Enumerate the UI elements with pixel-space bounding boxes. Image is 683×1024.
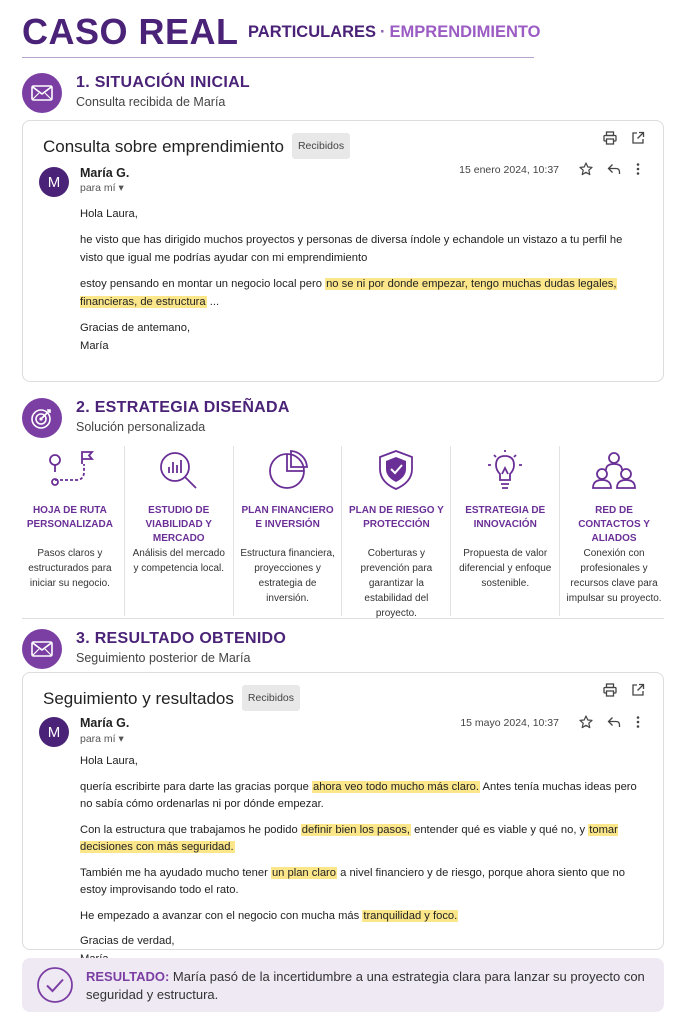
email-body — [80, 205, 643, 363]
highlighted-text: no se ni por donde empezar, tengo muchas dudas legales, financieras, de estructura — [80, 278, 617, 308]
email-text: quería escribirte para darte las gracias porque — [80, 780, 312, 793]
route-icon — [20, 446, 120, 494]
email-toolbar — [603, 683, 645, 702]
caret-down-icon: ▾ — [118, 182, 124, 194]
check-circle-icon — [36, 966, 74, 1004]
email-closing: Gracias de antemano, — [80, 322, 191, 334]
sender-name: María G. — [80, 716, 130, 730]
print-icon[interactable] — [603, 683, 617, 702]
inbox-badge[interactable]: Recibidos — [292, 133, 350, 159]
feature-title: PLAN DE RIESGO Y PROTECCIÓN — [348, 505, 444, 530]
email-paragraph — [80, 865, 643, 900]
avatar: M — [39, 717, 69, 747]
section-divider — [22, 618, 664, 619]
result-text — [86, 968, 664, 1004]
highlighted-text: tranquilidad y foco. — [363, 909, 458, 922]
result-label: RESULTADO: — [86, 969, 170, 984]
shield-icon — [346, 446, 446, 494]
email-paragraph — [80, 822, 643, 857]
email-greeting: Hola Laura, — [80, 208, 138, 220]
highlighted-text: ahora veo todo mucho más claro. — [312, 780, 480, 793]
email-subject — [43, 133, 350, 159]
category-particulares: PARTICULARES — [248, 23, 377, 41]
email-text: ... — [206, 296, 220, 308]
email-text: a nivel financiero y de riesgo, porque ahora siento que no estoy improvisando todo el rato. — [80, 866, 625, 896]
page-subtitle — [248, 20, 541, 44]
open-in-new-icon[interactable] — [631, 683, 645, 702]
feature-title: ESTUDIO DE VIABILIDAD Y MERCADO — [145, 505, 212, 544]
email-signature: María — [80, 340, 109, 352]
feature-title: PLAN FINANCIERO E INVERSIÓN — [241, 505, 334, 530]
strategy-features — [16, 446, 668, 619]
recipient-dropdown[interactable] — [80, 182, 124, 194]
email-subject-text: Seguimiento y resultados — [43, 689, 234, 708]
email-date: 15 enero 2024, 10:37 — [459, 164, 559, 176]
lightbulb-icon — [455, 446, 555, 494]
recipient-dropdown[interactable] — [80, 733, 124, 745]
feature-description: Conexión con profesionales y recursos clave para impulsar su proyecto. — [566, 548, 662, 604]
more-vert-icon[interactable] — [635, 162, 641, 181]
result-banner — [22, 958, 664, 1012]
recipient-label: para mí — [80, 733, 116, 745]
email-date: 15 mayo 2024, 10:37 — [460, 717, 559, 729]
feature-item — [124, 446, 233, 616]
star-icon[interactable] — [579, 162, 593, 181]
email-card-seguimiento — [22, 672, 664, 950]
more-vert-icon[interactable] — [635, 715, 641, 734]
feature-description: Coberturas y prevención para garantizar la estabilidad del proyecto. — [360, 548, 433, 619]
email-paragraph — [80, 275, 643, 311]
email-text: He empezado a avanzar con el negocio con mucha más — [80, 909, 363, 922]
email-text: También me ha ayudado mucho tener — [80, 866, 271, 879]
section-subtitle-estrategia: Solución personalizada — [76, 420, 206, 434]
page-title: CASO REAL — [22, 11, 239, 52]
print-icon[interactable] — [603, 131, 617, 150]
feature-description: Estructura financiera, proyecciones y estrategia de inversión. — [240, 548, 335, 604]
page-header — [22, 11, 541, 58]
star-icon[interactable] — [579, 715, 593, 734]
email-paragraph — [80, 779, 643, 814]
email-body — [80, 753, 643, 976]
email-toolbar — [603, 131, 645, 150]
section-subtitle-resultado: Seguimiento posterior de María — [76, 651, 251, 665]
email-text: estoy pensando en montar un negocio local pero — [80, 278, 326, 290]
email-closing: Gracias de verdad, — [80, 935, 175, 947]
email-actions — [579, 715, 641, 734]
category-emprendimiento: EMPRENDIMIENTO — [389, 23, 541, 41]
target-icon — [22, 398, 62, 438]
feature-item — [16, 446, 124, 616]
email-subject-text: Consulta sobre emprendimiento — [43, 137, 284, 156]
feature-title: HOJA DE RUTA PERSONALIZADA — [26, 505, 113, 530]
email-text: entender qué es viable y qué no, y — [411, 823, 589, 836]
feature-description: Pasos claros y estructurados para iniciar su negocio. — [28, 548, 112, 589]
email-actions — [579, 162, 641, 181]
feature-description: Análisis del mercado y competencia local. — [132, 548, 225, 574]
section-title-situacion: 1. SITUACIÓN INICIAL — [76, 74, 251, 91]
feature-title: ESTRATEGIA DE INNOVACIÓN — [465, 505, 546, 530]
email-subject — [43, 685, 300, 711]
email-paragraph — [80, 908, 643, 926]
section-title-estrategia: 2. ESTRATEGIA DISEÑADA — [76, 399, 290, 416]
highlighted-text: definir bien los pasos, — [301, 823, 410, 836]
inbox-badge[interactable]: Recibidos — [242, 685, 300, 711]
envelope-icon — [22, 73, 62, 113]
pie-chart-icon — [238, 446, 338, 494]
magnifier-chart-icon — [129, 446, 229, 494]
feature-item — [233, 446, 342, 616]
people-network-icon — [564, 446, 664, 494]
email-greeting: Hola Laura, — [80, 755, 138, 767]
email-text: Con la estructura que trabajamos he podido — [80, 823, 301, 836]
feature-description: Propuesta de valor diferencial y enfoque sostenible. — [459, 548, 552, 589]
highlighted-text: un plan claro — [271, 866, 336, 879]
category-separator: · — [380, 23, 386, 41]
email-card-consulta — [22, 120, 664, 382]
recipient-label: para mí — [80, 182, 116, 194]
email-text: Antes tenía muchas ideas pero no sabía cómo ordenarlas ni por dónde empezar. — [80, 780, 637, 810]
feature-item — [450, 446, 559, 616]
reply-icon[interactable] — [607, 162, 621, 181]
section-subtitle-situacion: Consulta recibida de María — [76, 95, 226, 109]
avatar: M — [39, 167, 69, 197]
feature-item — [559, 446, 668, 616]
highlighted-text: tomar decisiones con más seguridad. — [80, 823, 618, 853]
reply-icon[interactable] — [607, 715, 621, 734]
envelope-icon — [22, 629, 62, 669]
sender-name: María G. — [80, 166, 130, 180]
section-title-resultado: 3. RESULTADO OBTENIDO — [76, 630, 287, 647]
feature-item — [341, 446, 450, 619]
email-paragraph: he visto que has dirigido muchos proyectos y personas de diversa índole y echandole un vistazo a tu perfil he visto que igual me podrías ayudar con mi emprendimiento — [80, 234, 623, 264]
result-description: María pasó de la incertidumbre a una estrategia clara para lanzar su proyecto con seguridad y estructura. — [86, 969, 645, 1002]
caret-down-icon: ▾ — [118, 733, 124, 745]
open-in-new-icon[interactable] — [631, 131, 645, 150]
feature-title: RED DE CONTACTOS Y ALIADOS — [578, 505, 650, 544]
